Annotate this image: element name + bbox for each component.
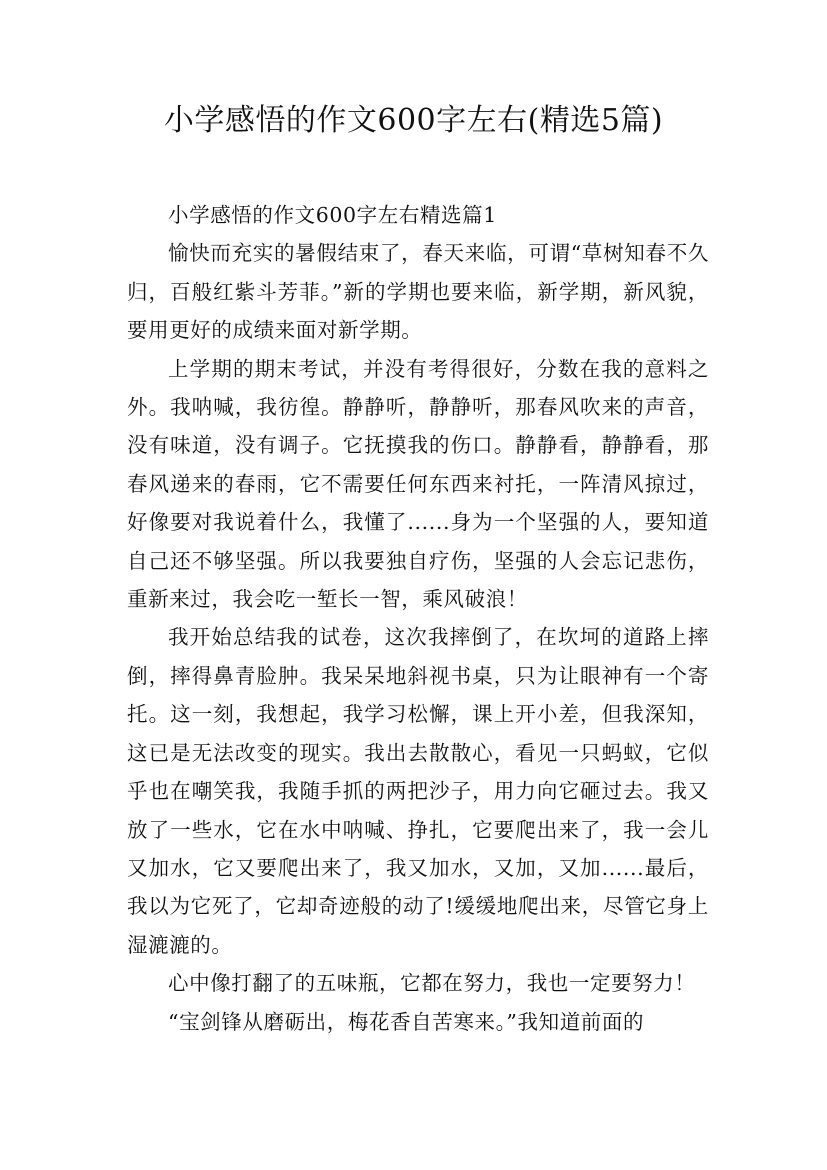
section-heading: 小学感悟的作文600字左右精选篇1	[168, 203, 497, 227]
document-body	[127, 196, 709, 1041]
paragraph-1: 愉快而充实的暑假结束了，春天来临，可谓“草树知春不久归，百般红紫斗芳菲。”新的学期也要来临，新学期，新风貌，要用更好的成绩来面对新学期。	[127, 241, 709, 343]
paragraph-5: “宝剑锋从磨砺出，梅花香自苦寒来。”我知道前面的	[168, 1009, 645, 1034]
paragraph-2: 上学期的期末考试，并没有考得很好，分数在我的意料之外。我呐喊，我彷徨。静静听，静静听，那春风吹来的声音，没有味道，没有调子。它抚摸我的伤口。静静看，静静看，那春风递来的春雨，它不需要任何东西来衬托，一阵清风掠过，好像要对我说着什么，我懂了......身为一个坚强的人，要知道自己还不够坚强。所以我要独自疗伤，坚强的人会忘记悲伤，重新来过，我会吃一堑长一智，乘风破浪！	[127, 356, 709, 612]
document-title: 小学感悟的作文600字左右(精选5篇)	[163, 103, 664, 138]
paragraph-4: 心中像打翻了的五味瓶，它都在努力，我也一定要努力！	[168, 971, 696, 996]
paragraph-3: 我开始总结我的试卷，这次我摔倒了，在坎坷的道路上摔倒，摔得鼻青脸肿。我呆呆地斜视书桌，只为让眼神有一个寄托。这一刻，我想起，我学习松懈，课上开小差，但我深知，这已是无法改变的现实。我出去散散心，看见一只蚂蚁，它似乎也在嘲笑我，我随手抓的两把沙子，用力向它砸过去。我又放了一些水，它在水中呐喊、挣扎，它要爬出来了，我一会儿又加水，它又要爬出来了，我又加水，又加，又加......最后，我以为它死了，它却奇迹般的动了!缓缓地爬出来，尽管它身上湿漉漉的。	[127, 625, 709, 957]
